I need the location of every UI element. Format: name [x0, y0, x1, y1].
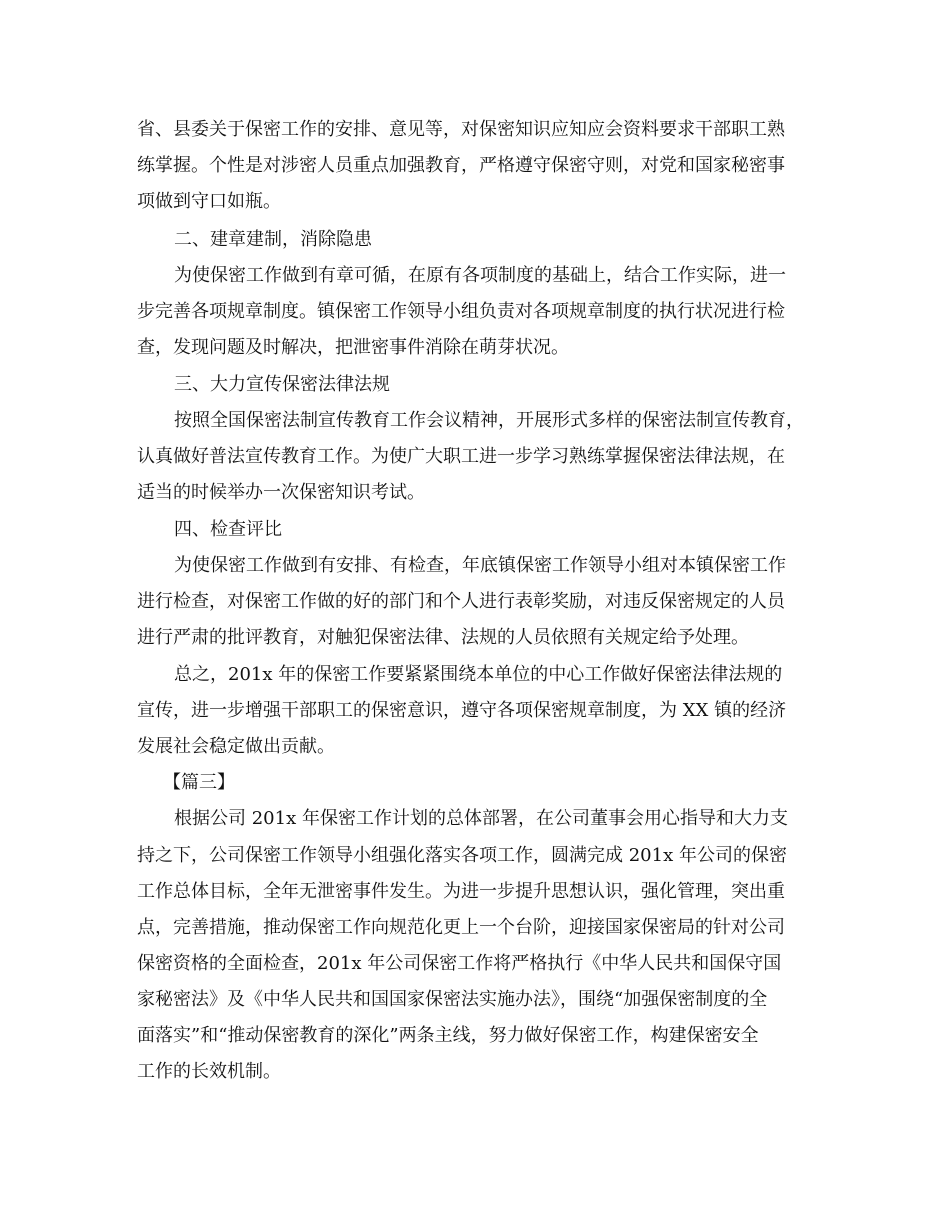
text-line: 保密资格的全面检查，201x 年公司保密工作将严格执行《中华人民共和国保守国: [137, 953, 782, 974]
text-line: 总之，201x 年的保密工作要紧紧围绕本单位的中心工作做好保密法律法规的: [174, 664, 783, 685]
text-line: 发展社会稳定做出贡献。: [137, 736, 335, 757]
text-line: 进行严肃的批评教育，对触犯保密法律、法规的人员依照有关规定给予处理。: [137, 627, 749, 648]
text-line: 根据公司 201x 年保密工作计划的总体部署，在公司董事会用心指导和大力支: [174, 808, 788, 829]
text-line: 工作的长效机制。: [137, 1061, 281, 1082]
text-line: 练掌握。个性是对涉密人员重点加强教育，严格遵守保密守则，对党和国家秘密事: [137, 155, 785, 176]
text-line: 宣传，进一步增强干部职工的保密意识，遵守各项保密规章制度，为 XX 镇的经济: [137, 700, 787, 721]
text-line: 查，发现问题及时解决，把泄密事件消除在萌芽状况。: [137, 337, 569, 358]
text-line: 适当的时候举办一次保密知识考试。: [137, 482, 425, 503]
text-line: 为使保密工作做到有章可循，在原有各项制度的基础上，结合工作实际，进一: [174, 265, 786, 286]
text-line: 步完善各项规章制度。镇保密工作领导小组负责对各项规章制度的执行状况进行检: [137, 301, 785, 322]
section-heading: 三、大力宣传保密法律法规: [174, 374, 390, 395]
text-line: 家秘密法》及《中华人民共和国国家保密法实施办法》，围绕“加强保密制度的全: [137, 989, 768, 1010]
text-line: 面落实”和“推动保密教育的深化”两条主线，努力做好保密工作，构建保密安全: [137, 1025, 759, 1046]
text-line: 工作总体目标，全年无泄密事件发生。为进一步提升思想认识，强化管理，突出重: [137, 881, 785, 902]
section-heading: 二、建章建制，消除隐患: [174, 229, 372, 250]
text-line: 持之下，公司保密工作领导小组强化落实各项工作，圆满完成 201x 年公司的保密: [137, 845, 787, 866]
text-line: 点，完善措施，推动保密工作向规范化更上一个台阶，迎接国家保密局的针对公司: [137, 917, 785, 938]
text-line: 按照全国保密法制宣传教育工作会议精神，开展形式多样的保密法制宣传教育，: [174, 410, 804, 431]
section-heading: 四、检查评比: [174, 519, 282, 540]
text-line: 项做到守口如瓶。: [137, 191, 281, 212]
text-line: 为使保密工作做到有安排、有检查，年底镇保密工作领导小组对本镇保密工作: [174, 555, 786, 576]
section-heading: 【篇三】: [163, 772, 235, 793]
text-line: 进行检查，对保密工作做的好的部门和个人进行表彰奖励，对违反保密规定的人员: [137, 591, 785, 612]
text-line: 认真做好普法宣传教育工作。为使广大职工进一步学习熟练掌握保密法律法规，在: [137, 446, 785, 467]
text-line: 省、县委关于保密工作的安排、意见等，对保密知识应知应会资料要求干部职工熟: [137, 119, 785, 140]
